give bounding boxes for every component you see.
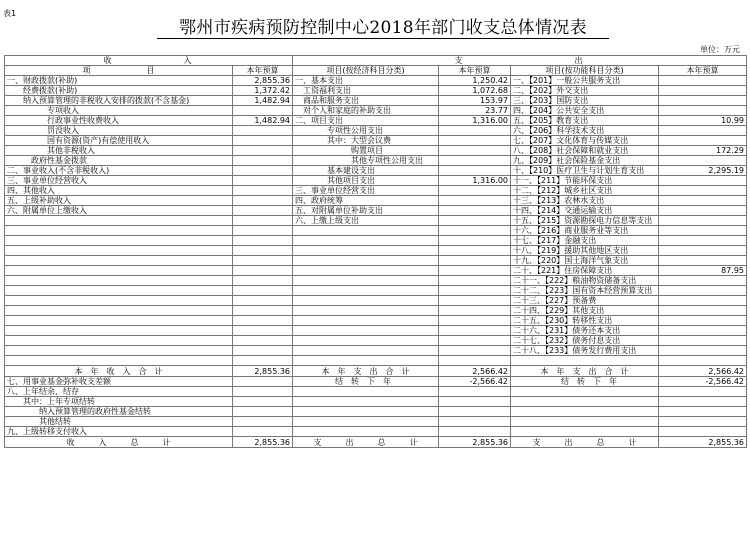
- econ-item: 其中：大型会议费: [293, 136, 439, 146]
- income-item: [5, 346, 233, 356]
- func-item: 十八、【219】援助其他地区支出: [511, 246, 659, 256]
- econ-value: [439, 346, 511, 356]
- income-value: [233, 106, 293, 116]
- func-item: 二十二、【223】国有资本经营预算支出: [511, 286, 659, 296]
- func-value: [659, 176, 747, 186]
- func-item: 十六、【216】商业服务业等支出: [511, 226, 659, 236]
- func-value: [659, 86, 747, 96]
- income-item: [5, 266, 233, 276]
- col-budget-header: 本年预算: [233, 66, 293, 76]
- econ-item: 二、项目支出: [293, 116, 439, 126]
- func-item: 六、【206】科学技术支出: [511, 126, 659, 136]
- table-row: [5, 106, 747, 116]
- col-budget2-header: 本年预算: [439, 66, 511, 76]
- income-item: 其他非税收入: [5, 146, 233, 156]
- footer-econ-value: [439, 427, 511, 437]
- income-item: 二、事业收入(不含非税收入): [5, 166, 233, 176]
- table-row: [5, 346, 747, 356]
- econ-item: 五、对附属单位补助支出: [293, 206, 439, 216]
- footer-row: [5, 397, 747, 407]
- econ-item: 专项性公用支出: [293, 126, 439, 136]
- func-value: [659, 286, 747, 296]
- econ-item: 基本建设支出: [293, 166, 439, 176]
- income-value: [233, 306, 293, 316]
- econ-value: [439, 236, 511, 246]
- income-item: [5, 306, 233, 316]
- table-row: [5, 226, 747, 236]
- table-row: [5, 146, 747, 156]
- income-item: 政府性基金拨款: [5, 156, 233, 166]
- table-row: [5, 256, 747, 266]
- income-item: [5, 216, 233, 226]
- econ-value: [439, 156, 511, 166]
- income-item: 六、附属单位上缴收入: [5, 206, 233, 216]
- table-row: [5, 116, 747, 126]
- table-row: [5, 316, 747, 326]
- footer-econ-item: [293, 387, 439, 397]
- income-item: [5, 276, 233, 286]
- econ-value: [439, 226, 511, 236]
- table-row: [5, 86, 747, 96]
- func-item: 七、【207】文化体育与传媒支出: [511, 136, 659, 146]
- func-item: 二十七、【232】债务付息支出: [511, 336, 659, 346]
- income-section-header: 收 入: [5, 56, 293, 66]
- func-item: 九、【209】社会保险基金支出: [511, 156, 659, 166]
- econ-value: [439, 356, 511, 366]
- income-value: 2,855.36: [233, 76, 293, 86]
- income-value: 1,482.94: [233, 96, 293, 106]
- footer-row: [5, 417, 747, 427]
- func-value: [659, 246, 747, 256]
- unit-label: 单位：万元: [700, 45, 740, 54]
- grand-total-row: [5, 437, 747, 448]
- footer-func-value: [659, 407, 747, 417]
- income-item: 专项收入: [5, 106, 233, 116]
- income-item: [5, 316, 233, 326]
- econ-value: 1,316.00: [439, 176, 511, 186]
- econ-value: [439, 316, 511, 326]
- income-value: [233, 176, 293, 186]
- econ-item: 四、政府统筹: [293, 196, 439, 206]
- table-row: [5, 216, 747, 226]
- footer-income-item: 八、上年结余、结存: [5, 387, 233, 397]
- income-value: [233, 186, 293, 196]
- table-row: [5, 246, 747, 256]
- footer-func-item: [511, 417, 659, 427]
- income-total-value: 2,855.36: [233, 366, 293, 377]
- econ-value: [439, 306, 511, 316]
- footer-income-value: [233, 387, 293, 397]
- income-value: [233, 316, 293, 326]
- table-row: [5, 266, 747, 276]
- econ-item: 工资福利支出: [293, 86, 439, 96]
- footer-econ-value: -2,566.42: [439, 377, 511, 387]
- income-value: [233, 126, 293, 136]
- func-value: 2,295.19: [659, 166, 747, 176]
- income-item: [5, 356, 233, 366]
- footer-income-item: 其中：上年专项结转: [5, 397, 233, 407]
- income-value: [233, 296, 293, 306]
- income-item: [5, 296, 233, 306]
- func-item: 一、【201】一般公共服务支出: [511, 76, 659, 86]
- econ-item: [293, 226, 439, 236]
- table-row: [5, 166, 747, 176]
- column-header-row: [5, 66, 747, 76]
- footer-income-value: [233, 427, 293, 437]
- econ-value: [439, 336, 511, 346]
- func-value: [659, 336, 747, 346]
- func-value: 87.95: [659, 266, 747, 276]
- footer-func-value: [659, 417, 747, 427]
- income-item: 纳入预算管理的非税收入安排的拨款(不含基金): [5, 96, 233, 106]
- func-item: 三、【203】国防支出: [511, 96, 659, 106]
- econ-item: [293, 306, 439, 316]
- econ-item: [293, 296, 439, 306]
- income-value: [233, 226, 293, 236]
- econ-item: [293, 246, 439, 256]
- econ-value: [439, 286, 511, 296]
- func-item: 十四、【214】交通运输支出: [511, 206, 659, 216]
- income-item: 四、其他收入: [5, 186, 233, 196]
- totals-row: [5, 366, 747, 377]
- income-item: 经费拨款(补助): [5, 86, 233, 96]
- footer-func-value: [659, 387, 747, 397]
- col-econ-header: 项目(按经济科目分类): [293, 66, 439, 76]
- econ-item: 商品和服务支出: [293, 96, 439, 106]
- func-item: 八、【208】社会保障和就业支出: [511, 146, 659, 156]
- expense-section-header: 支 出: [293, 56, 747, 66]
- econ-value: [439, 206, 511, 216]
- func-item: 五、【205】教育支出: [511, 116, 659, 126]
- footer-func-value: [659, 427, 747, 437]
- econ-value: [439, 216, 511, 226]
- func-value: [659, 106, 747, 116]
- econ-value: [439, 146, 511, 156]
- econ-value: 23.77: [439, 106, 511, 116]
- income-value: [233, 256, 293, 266]
- func-item: 二十四、【229】其他支出: [511, 306, 659, 316]
- func-value: [659, 226, 747, 236]
- footer-income-value: [233, 397, 293, 407]
- func-item: [511, 356, 659, 366]
- footer-row: [5, 427, 747, 437]
- table-row: [5, 76, 747, 86]
- econ-item: [293, 316, 439, 326]
- table-row: [5, 286, 747, 296]
- income-item: [5, 236, 233, 246]
- footer-income-value: [233, 377, 293, 387]
- table-row: [5, 136, 747, 146]
- func-item: 十三、【213】农林水支出: [511, 196, 659, 206]
- econ-item: 一、基本支出: [293, 76, 439, 86]
- footer-func-item: [511, 397, 659, 407]
- grand-expense-label: 支 出 总 计: [293, 437, 439, 448]
- func-item: 二十、【221】住房保障支出: [511, 266, 659, 276]
- grand-func-label: 支 出 总 计: [511, 437, 659, 448]
- func-value: [659, 186, 747, 196]
- footer-econ-item: [293, 417, 439, 427]
- income-item: [5, 326, 233, 336]
- func-value: [659, 236, 747, 246]
- func-value: [659, 256, 747, 266]
- footer-econ-value: [439, 417, 511, 427]
- econ-item: [293, 356, 439, 366]
- footer-func-item: 结 转 下 年: [511, 377, 659, 387]
- func-value: [659, 346, 747, 356]
- econ-value: 1,250.42: [439, 76, 511, 86]
- income-item: [5, 336, 233, 346]
- footer-func-item: [511, 407, 659, 417]
- income-value: [233, 146, 293, 156]
- grand-income-label: 收 入 总 计: [5, 437, 233, 448]
- table-row: [5, 126, 747, 136]
- func-total-value: 2,566.42: [659, 366, 747, 377]
- income-value: [233, 346, 293, 356]
- func-item: 十七、【217】金融支出: [511, 236, 659, 246]
- grand-func-value: 2,855.36: [659, 437, 747, 448]
- func-value: [659, 136, 747, 146]
- func-value: [659, 276, 747, 286]
- income-item: [5, 226, 233, 236]
- footer-func-value: [659, 397, 747, 407]
- footer-econ-value: [439, 407, 511, 417]
- footer-row: [5, 407, 747, 417]
- func-item: 二十五、【230】转移性支出: [511, 316, 659, 326]
- econ-item: [293, 236, 439, 246]
- econ-item: 购置项目: [293, 146, 439, 156]
- econ-value: [439, 326, 511, 336]
- footer-func-item: [511, 387, 659, 397]
- econ-value: [439, 166, 511, 176]
- table-row: [5, 336, 747, 346]
- table-row: [5, 326, 747, 336]
- income-item: 行政事业性收费收入: [5, 116, 233, 126]
- func-value: [659, 196, 747, 206]
- func-item: 二十三、【227】预备费: [511, 296, 659, 306]
- income-value: [233, 156, 293, 166]
- econ-item: 其他项目支出: [293, 176, 439, 186]
- econ-item: [293, 346, 439, 356]
- func-value: 172.29: [659, 146, 747, 156]
- func-value: [659, 216, 747, 226]
- econ-item: [293, 266, 439, 276]
- table-row: [5, 96, 747, 106]
- table-row: [5, 196, 747, 206]
- income-total-label: 本 年 收 入 合 计: [5, 366, 233, 377]
- func-item: 十九、【220】国土海洋气象支出: [511, 256, 659, 266]
- footer-econ-item: [293, 427, 439, 437]
- table-row: [5, 156, 747, 166]
- footer-row: [5, 387, 747, 397]
- func-value: [659, 156, 747, 166]
- func-item: 二十一、【222】粮油物资储备支出: [511, 276, 659, 286]
- footer-econ-item: 结 转 下 年: [293, 377, 439, 387]
- table-row: [5, 206, 747, 216]
- econ-value: [439, 296, 511, 306]
- col-item-header: 项 目: [5, 66, 233, 76]
- econ-item: [293, 286, 439, 296]
- footer-econ-value: [439, 387, 511, 397]
- func-value: [659, 296, 747, 306]
- grand-expense-value: 2,855.36: [439, 437, 511, 448]
- func-total-label: 本 年 支 出 合 计: [511, 366, 659, 377]
- income-value: [233, 326, 293, 336]
- func-value: [659, 206, 747, 216]
- econ-item: 其他专项性公用支出: [293, 156, 439, 166]
- func-item: 十、【210】医疗卫生与计划生育支出: [511, 166, 659, 176]
- func-item: 十五、【215】资源勘探电力信息等支出: [511, 216, 659, 226]
- econ-value: [439, 276, 511, 286]
- footer-func-value: -2,566.42: [659, 377, 747, 387]
- table-row: [5, 176, 747, 186]
- func-item: 二十八、【233】债务发行费用支出: [511, 346, 659, 356]
- income-item: 三、事业单位经营收入: [5, 176, 233, 186]
- income-value: [233, 246, 293, 256]
- table-row: [5, 236, 747, 246]
- expense-total-label: 本 年 支 出 合 计: [293, 366, 439, 377]
- func-value: 10.99: [659, 116, 747, 126]
- func-value: [659, 96, 747, 106]
- func-value: [659, 316, 747, 326]
- income-value: [233, 136, 293, 146]
- econ-value: [439, 266, 511, 276]
- footer-econ-item: [293, 407, 439, 417]
- footer-income-item: 其他结转: [5, 417, 233, 427]
- col-func-header: 项目(按功能科目分类): [511, 66, 659, 76]
- econ-item: [293, 336, 439, 346]
- footer-econ-item: [293, 397, 439, 407]
- func-item: 十二、【212】城乡社区支出: [511, 186, 659, 196]
- income-value: [233, 336, 293, 346]
- table-row: [5, 356, 747, 366]
- income-item: 五、上级补助收入: [5, 196, 233, 206]
- income-value: [233, 206, 293, 216]
- income-value: [233, 236, 293, 246]
- income-value: [233, 216, 293, 226]
- econ-item: 六、上缴上级支出: [293, 216, 439, 226]
- footer-income-item: 纳入预算管理的政府性基金结转: [5, 407, 233, 417]
- footer-income-value: [233, 407, 293, 417]
- table-row: [5, 186, 747, 196]
- income-value: [233, 266, 293, 276]
- econ-value: [439, 246, 511, 256]
- econ-value: [439, 186, 511, 196]
- page-title: 鄂州市疾病预防控制中心2018年部门收支总体情况表: [157, 18, 609, 39]
- func-value: [659, 126, 747, 136]
- income-value: [233, 166, 293, 176]
- footer-income-item: 七、用事业基金弥补收支差额: [5, 377, 233, 387]
- func-item: 四、【204】公共安全支出: [511, 106, 659, 116]
- econ-item: 三、事业单位经营支出: [293, 186, 439, 196]
- income-value: 1,482.94: [233, 116, 293, 126]
- table-row: [5, 306, 747, 316]
- income-value: [233, 196, 293, 206]
- footer-func-item: [511, 427, 659, 437]
- econ-value: [439, 256, 511, 266]
- table-tag: 表1: [3, 9, 17, 18]
- econ-value: [439, 126, 511, 136]
- table-row: [5, 276, 747, 286]
- func-item: 十一、【211】节能环保支出: [511, 176, 659, 186]
- expense-total-value: 2,566.42: [439, 366, 511, 377]
- income-item: 罚没收入: [5, 126, 233, 136]
- func-value: [659, 306, 747, 316]
- econ-value: [439, 136, 511, 146]
- section-header-row: [5, 56, 747, 66]
- econ-item: [293, 256, 439, 266]
- econ-value: [439, 196, 511, 206]
- income-item: [5, 286, 233, 296]
- grand-income-value: 2,855.36: [233, 437, 293, 448]
- income-value: [233, 276, 293, 286]
- func-value: [659, 356, 747, 366]
- income-item: [5, 246, 233, 256]
- econ-item: [293, 276, 439, 286]
- budget-table: [4, 55, 747, 448]
- col-budget3-header: 本年预算: [659, 66, 747, 76]
- income-value: [233, 286, 293, 296]
- income-value: 1,372.42: [233, 86, 293, 96]
- footer-income-value: [233, 417, 293, 427]
- footer-income-item: 九、上级转移支付收入: [5, 427, 233, 437]
- econ-value: 153.97: [439, 96, 511, 106]
- income-item: 国有资源(资产)有偿使用收入: [5, 136, 233, 146]
- table-row: [5, 296, 747, 306]
- income-value: [233, 356, 293, 366]
- econ-value: 1,316.00: [439, 116, 511, 126]
- footer-row: [5, 377, 747, 387]
- footer-econ-value: [439, 397, 511, 407]
- income-item: 一、财政拨款(补助): [5, 76, 233, 86]
- econ-item: [293, 326, 439, 336]
- func-item: 二、【202】外交支出: [511, 86, 659, 96]
- income-item: [5, 256, 233, 266]
- econ-item: 对个人和家庭的补助支出: [293, 106, 439, 116]
- func-value: [659, 76, 747, 86]
- func-item: 二十六、【231】债务还本支出: [511, 326, 659, 336]
- func-value: [659, 326, 747, 336]
- econ-value: 1,072.68: [439, 86, 511, 96]
